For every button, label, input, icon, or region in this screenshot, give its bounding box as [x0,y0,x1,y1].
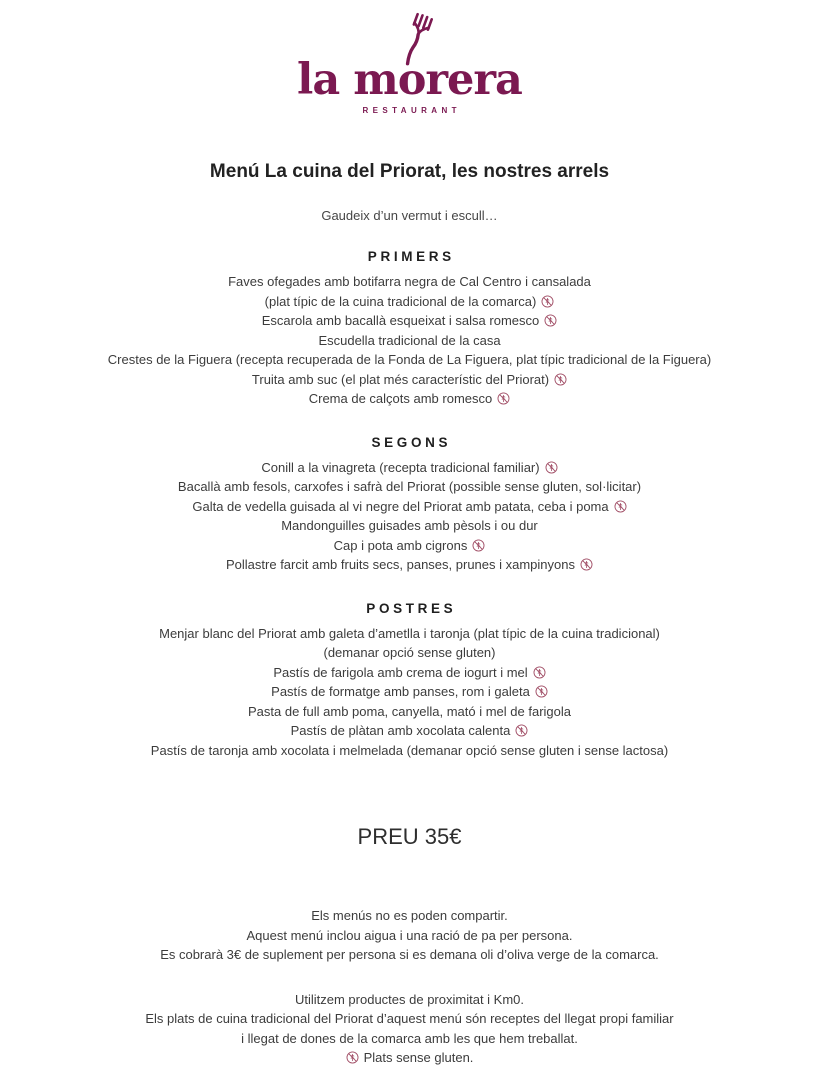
menu-item-text: Pasta de full amb poma, canyella, mató i mel de farigola [247,703,571,719]
gluten-free-icon [497,392,510,405]
menu-item-line [0,331,819,351]
menu-item-text: Pastís de plàtan amb xocolata calenta [290,723,511,739]
notes-sharing [0,906,819,965]
menu-item-line [0,702,819,722]
menu-item-line [0,350,819,370]
menu-item-line [0,458,819,478]
menu-item-text: Galta de vedella guisada al vi negre del Priorat amb patata, ceba i poma [192,498,609,514]
menu-item-text: Pastís de taronja amb xocolata i melmelada (demanar opció sense gluten i sense lactosa) [150,742,669,758]
section-title: POSTRES [366,600,457,616]
menu-item-text: Pastís de formatge amb panses, rom i galeta [271,684,530,700]
menu-item-text: Crema de calçots amb romesco [308,391,493,407]
section-title: SEGONS [371,434,452,450]
menu-item-line [0,389,819,409]
gluten-free-icon [515,724,528,737]
menu-item-line [0,555,819,575]
menu-item-line [0,536,819,556]
menu-item-line [0,272,819,292]
gluten-free-icon [554,373,567,386]
menu-item-text: Pastís de farigola amb crema de iogurt i mel [273,664,528,680]
gluten-free-icon [472,539,485,552]
logo-wordmark: la morera [297,55,522,105]
logo-subtitle: RESTAURANT [362,106,461,116]
gluten-free-icon [580,558,593,571]
gluten-legend-line [0,1048,819,1068]
note-line: Es cobrarà 3€ de suplement per persona si es demana oli d’oliva verge de la comarca. [160,947,659,963]
menu-item-text: Bacallà amb fesols, carxofes i safrà del Priorat (possible sense gluten, sol·licitar) [177,479,642,495]
menu-item-line [0,477,819,497]
gluten-legend-text: Plats sense gluten. [363,1050,474,1066]
menu-item-text: Conill a la vinagreta (recepta tradicional familiar) [261,459,540,475]
note-line: Els plats de cuina tradicional del Priorat d’aquest menú són receptes del llegat propi familiar [145,1011,674,1027]
menu-item-text: Cap i pota amb cigrons [333,537,468,553]
gluten-free-icon [614,500,627,513]
note-line: Aquest menú inclou aigua i una ració de pa per persona. [246,927,573,943]
menu-item-text: Escudella tradicional de la casa [318,332,501,348]
section-items [0,624,819,761]
gluten-free-icon [545,461,558,474]
menu-item-line [0,516,819,536]
menu-item-line [0,682,819,702]
menu-item-line [0,624,819,644]
menu-intro: Gaudeix d’un vermut i escull… [321,208,498,224]
menu-item-line [0,311,819,331]
menu-item-text: (demanar opció sense gluten) [323,645,496,661]
menu-item-text: Escarola amb bacallà esqueixat i salsa romesco [261,313,540,329]
gluten-free-icon [533,666,546,679]
gluten-free-icon [544,314,557,327]
menu-item-text: Crestes de la Figuera (recepta recuperada de la Fonda de La Figuera, plat típic tradicional de la Figuera) [107,352,712,368]
menu-title: Menú La cuina del Priorat, les nostres arrels [209,161,610,183]
menu-item-text: Faves ofegades amb botifarra negra de Cal Centro i cansalada [228,274,591,290]
menu-item-text: Truita amb suc (el plat més característic del Priorat) [251,371,550,387]
notes-provenance [0,990,819,1068]
section-items [0,458,819,575]
menu-item-text: Mandonguilles guisades amb pèsols i ou dur [281,518,538,534]
gluten-free-icon [541,295,554,308]
notes-provenance-lines [0,990,819,1049]
menu-item-text: Menjar blanc del Priorat amb galeta d’ametlla i taronja (plat típic de la cuina tradicional) [159,625,660,641]
note-line: i llegat de dones de la comarca amb les que hem treballat. [241,1030,578,1046]
menu-price: PREU 35€ [357,824,462,850]
menu-item-line [0,643,819,663]
menu-item-line [0,370,819,390]
menu-item-line [0,292,819,312]
menu-item-line [0,741,819,761]
menu-item-line [0,721,819,741]
menu-sections [0,249,819,760]
section-title: PRIMERS [367,249,455,265]
note-line: Utilitzem productes de proximitat i Km0. [294,991,525,1007]
menu-item-text: Pollastre farcit amb fruits secs, panses, prunes i xampinyons [226,557,575,573]
gluten-free-icon [346,1051,359,1064]
menu-item-text: (plat típic de la cuina tradicional de la comarca) [264,293,537,309]
note-line: Els menús no es poden compartir. [311,908,508,924]
menu-item-line [0,497,819,517]
section-items [0,272,819,409]
restaurant-logo [0,8,819,115]
menu-item-line [0,663,819,683]
gluten-free-icon [535,685,548,698]
